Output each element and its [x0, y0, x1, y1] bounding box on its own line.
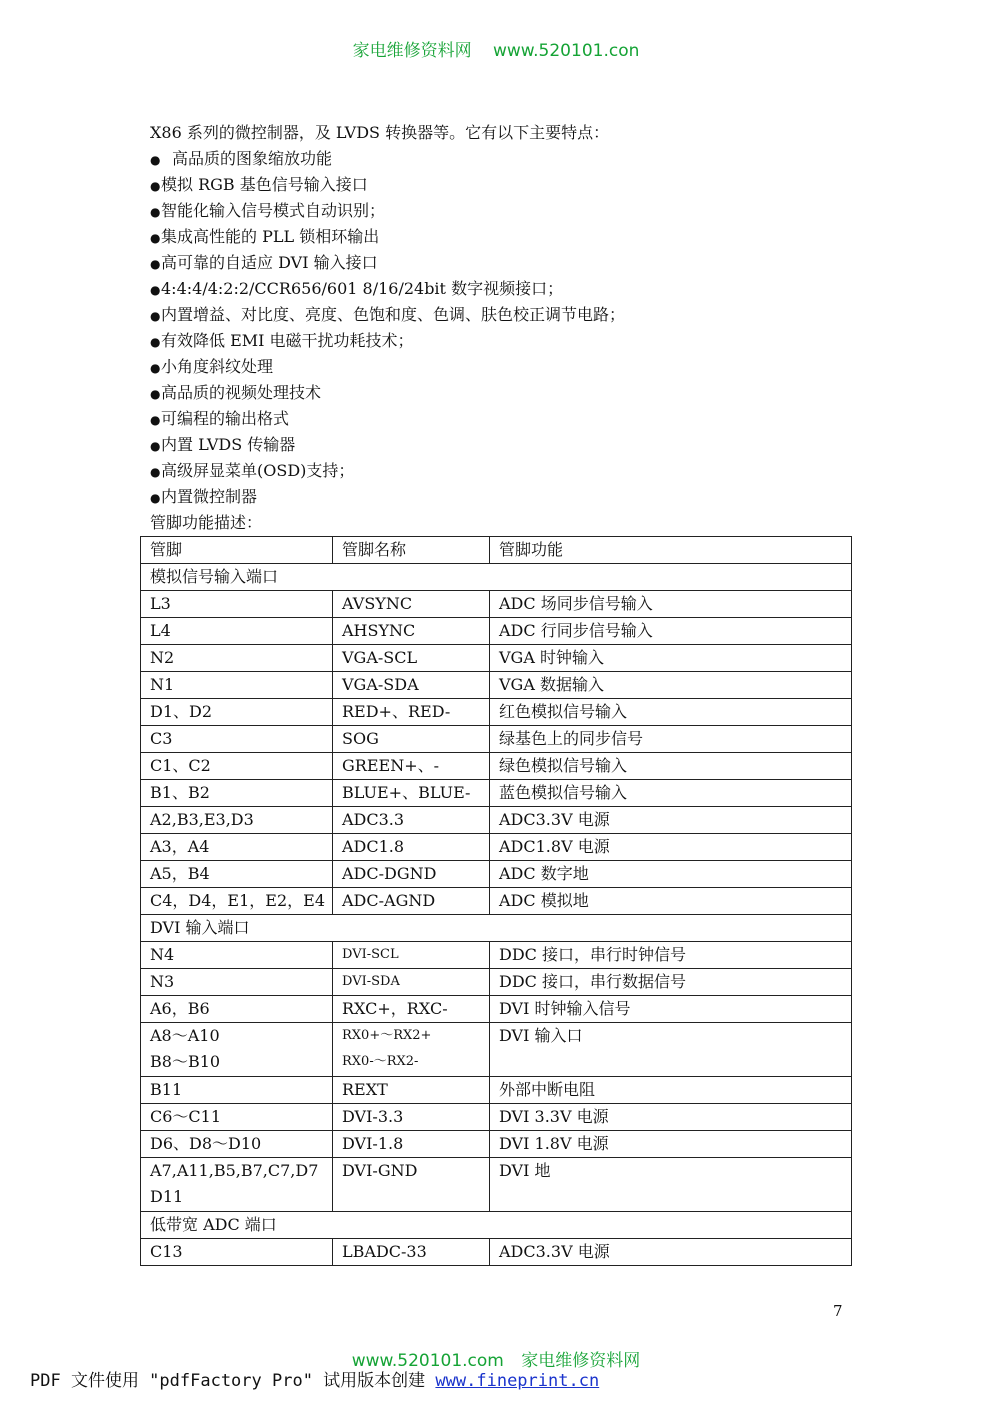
cell-line: ADC 模拟地	[499, 891, 589, 910]
feature-text: 高可靠的自适应 DVI 输入接口	[161, 253, 378, 272]
bullet-icon: ●	[150, 335, 161, 349]
cell-line: DVI 时钟输入信号	[499, 999, 631, 1018]
cell-line: DVI 1.8V 电源	[499, 1134, 609, 1153]
feature-text: 高级屏显菜单(OSD)支持；	[161, 461, 355, 480]
cell-line: 绿基色上的同步信号	[499, 729, 644, 748]
table-row	[141, 753, 852, 780]
cell-line: D11	[150, 1187, 184, 1206]
pin-cell	[141, 699, 333, 726]
cell-line: ADC-DGND	[342, 864, 437, 883]
table-section-row	[141, 1212, 852, 1239]
cell-line: REXT	[342, 1080, 388, 1099]
pin-function-cell	[490, 618, 852, 645]
feature-text: 内置 LVDS 传输器	[161, 435, 296, 454]
cell-line: ADC3.3V 电源	[499, 1242, 610, 1261]
section-title: 低带宽 ADC 端口	[141, 1212, 852, 1239]
bullet-icon: ●	[150, 413, 161, 427]
cell-line: DVI-3.3	[342, 1107, 404, 1126]
pin-function-cell	[490, 969, 852, 996]
bullet-icon: ●	[150, 257, 161, 271]
pin-function-cell	[490, 1104, 852, 1131]
table-row	[141, 942, 852, 969]
pin-name-cell	[333, 780, 490, 807]
cell-line: ADC 行同步信号输入	[499, 621, 653, 640]
pin-cell	[141, 1077, 333, 1104]
footer-site-url[interactable]: www.520101.com	[351, 1351, 504, 1371]
pin-function-cell	[490, 996, 852, 1023]
pin-cell	[141, 780, 333, 807]
pin-function-cell	[490, 591, 852, 618]
pin-name-cell	[333, 969, 490, 996]
table-row	[141, 834, 852, 861]
cell-line: DVI 输入口	[499, 1026, 583, 1045]
cell-line: DVI-SCL	[342, 947, 399, 962]
table-row	[141, 672, 852, 699]
table-row	[141, 591, 852, 618]
cell-line: 外部中断电阻	[499, 1080, 596, 1099]
pin-cell	[141, 942, 333, 969]
cell-line: DDC 接口，串行数据信号	[499, 972, 686, 991]
pin-name-cell	[333, 1158, 490, 1212]
cell-line: SOG	[342, 729, 379, 748]
table-row	[141, 807, 852, 834]
pin-function-cell	[490, 861, 852, 888]
site-header	[0, 36, 992, 61]
pdf-note-text: PDF 文件使用 "pdfFactory Pro" 试用版本创建	[30, 1371, 426, 1391]
cell-line: VGA-SCL	[342, 648, 418, 667]
cell-line: C6～C11	[150, 1107, 222, 1126]
section-title: 模拟信号输入端口	[141, 564, 852, 591]
bullet-icon: ●	[150, 231, 161, 245]
table-row	[141, 726, 852, 753]
feature-item	[150, 250, 850, 276]
column-header: 管脚	[141, 537, 333, 564]
cell-line: LBADC-33	[342, 1242, 427, 1261]
pin-name-cell	[333, 591, 490, 618]
pin-name-cell	[333, 1239, 490, 1266]
cell-line: N1	[150, 675, 175, 694]
feature-text: 模拟 RGB 基色信号输入接口	[161, 175, 368, 194]
cell-line: 红色模拟信号输入	[499, 702, 628, 721]
pin-name-cell	[333, 1131, 490, 1158]
feature-item	[150, 276, 850, 302]
feature-text: 集成高性能的 PLL 锁相环输出	[161, 227, 380, 246]
table-row	[141, 780, 852, 807]
feature-item	[150, 198, 850, 224]
cell-line: A5，B4	[150, 864, 210, 883]
pin-name-cell	[333, 996, 490, 1023]
bullet-icon: ●	[150, 309, 161, 323]
pin-function-cell	[490, 1023, 852, 1077]
pin-function-cell	[490, 1158, 852, 1212]
table-row	[141, 861, 852, 888]
cell-line: A8～A10	[150, 1026, 220, 1045]
pdf-factory-note	[30, 1366, 599, 1391]
cell-line: DVI-GND	[342, 1161, 418, 1180]
cell-line: DDC 接口，串行时钟信号	[499, 945, 686, 964]
header-site-url[interactable]: www.520101.con	[493, 41, 640, 61]
pin-name-cell	[333, 1023, 490, 1077]
table-row	[141, 1158, 852, 1212]
feature-item	[150, 458, 850, 484]
feature-text: 内置增益、对比度、亮度、色饱和度、色调、肤色校正调节电路；	[161, 305, 626, 324]
table-row	[141, 645, 852, 672]
pin-function-cell	[490, 672, 852, 699]
pin-function-cell	[490, 726, 852, 753]
cell-line: C3	[150, 729, 173, 748]
pin-cell	[141, 591, 333, 618]
feature-item	[150, 302, 850, 328]
cell-line: D1、D2	[150, 702, 213, 721]
cell-line: ADC 数字地	[499, 864, 589, 883]
pin-function-cell	[490, 1077, 852, 1104]
bullet-icon: ●	[150, 465, 161, 479]
feature-item	[150, 484, 850, 510]
pin-function-cell	[490, 888, 852, 915]
cell-line: A6，B6	[150, 999, 210, 1018]
cell-line: B11	[150, 1080, 183, 1099]
cell-line: C4，D4，E1，E2，E4	[150, 891, 326, 910]
column-header: 管脚名称	[333, 537, 490, 564]
page-number: 7	[833, 1302, 843, 1320]
cell-line: N4	[150, 945, 175, 964]
intro-section	[150, 120, 850, 536]
feature-list	[150, 146, 850, 510]
cell-line: L4	[150, 621, 171, 640]
cell-line: DVI-1.8	[342, 1134, 404, 1153]
pin-name-cell	[333, 888, 490, 915]
feature-item	[150, 432, 850, 458]
table-section-row	[141, 564, 852, 591]
pin-name-cell	[333, 942, 490, 969]
feature-item	[150, 172, 850, 198]
feature-text: 智能化输入信号模式自动识别；	[161, 201, 386, 220]
cell-line: AVSYNC	[342, 594, 413, 613]
pin-name-cell	[333, 699, 490, 726]
pin-cell	[141, 1131, 333, 1158]
cell-line: A7,A11,B5,B7,C7,D7	[150, 1161, 319, 1180]
pin-cell	[141, 753, 333, 780]
table-row	[141, 1077, 852, 1104]
table-header-row	[141, 537, 852, 564]
cell-line: ADC 场同步信号输入	[499, 594, 653, 613]
pin-cell	[141, 1158, 333, 1212]
section-title: DVI 输入端口	[141, 915, 852, 942]
cell-line: L3	[150, 594, 171, 613]
table-row	[141, 1131, 852, 1158]
cell-line: B1、B2	[150, 783, 210, 802]
table-row	[141, 699, 852, 726]
cell-line: 蓝色模拟信号输入	[499, 783, 628, 802]
cell-line: VGA-SDA	[342, 675, 419, 694]
feature-item	[150, 146, 850, 172]
pin-name-cell	[333, 618, 490, 645]
pin-function-cell	[490, 753, 852, 780]
cell-line: DVI-SDA	[342, 974, 400, 989]
table-row	[141, 996, 852, 1023]
pin-function-cell	[490, 807, 852, 834]
footer-site-name: 家电维修资料网	[521, 1351, 641, 1371]
cell-line: D6、D8～D10	[150, 1134, 262, 1153]
fineprint-link[interactable]: www.fineprint.cn	[435, 1371, 600, 1391]
pin-function-cell	[490, 645, 852, 672]
pin-cell	[141, 726, 333, 753]
table-row	[141, 1239, 852, 1266]
feature-text: 高品质的视频处理技术	[161, 383, 322, 402]
table-row	[141, 888, 852, 915]
table-row	[141, 1104, 852, 1131]
table-row	[141, 1023, 852, 1077]
bullet-icon: ●	[150, 179, 161, 193]
bullet-icon: ●	[150, 439, 161, 453]
cell-line: GREEN+、-	[342, 756, 440, 775]
pin-name-cell	[333, 807, 490, 834]
feature-item	[150, 328, 850, 354]
pin-cell	[141, 996, 333, 1023]
pin-name-cell	[333, 645, 490, 672]
cell-line: ADC3.3V 电源	[499, 810, 610, 829]
feature-text: 4:4:4/4:2:2/CCR656/601 8/16/24bit 数字视频接口；	[161, 279, 564, 298]
cell-line: C1、C2	[150, 756, 211, 775]
cell-line: A3，A4	[150, 837, 210, 856]
pin-cell	[141, 1239, 333, 1266]
pin-cell	[141, 672, 333, 699]
cell-line: N2	[150, 648, 175, 667]
pin-cell	[141, 1104, 333, 1131]
pin-name-cell	[333, 861, 490, 888]
cell-line: VGA 数据输入	[499, 675, 604, 694]
cell-line: DVI 3.3V 电源	[499, 1107, 609, 1126]
pin-function-cell	[490, 834, 852, 861]
cell-line: 绿色模拟信号输入	[499, 756, 628, 775]
cell-line: C13	[150, 1242, 183, 1261]
bullet-icon: ●	[150, 361, 161, 375]
pin-cell	[141, 834, 333, 861]
bullet-icon: ●	[150, 387, 161, 401]
cell-line: RX0+～RX2+	[342, 1028, 432, 1043]
pin-cell	[141, 1023, 333, 1077]
cell-line: B8～B10	[150, 1052, 221, 1071]
cell-line: AHSYNC	[342, 621, 416, 640]
cell-line: N3	[150, 972, 175, 991]
pin-name-cell	[333, 1104, 490, 1131]
pin-name-cell	[333, 726, 490, 753]
bullet-icon: ●	[150, 491, 161, 505]
bullet-icon: ●	[150, 283, 161, 297]
feature-text: 内置微控制器	[161, 487, 258, 506]
header-site-name: 家电维修资料网	[352, 41, 472, 61]
pin-function-table	[140, 536, 852, 1266]
pin-function-cell	[490, 1239, 852, 1266]
feature-text: 小角度斜纹处理	[161, 357, 274, 376]
pin-section-caption: 管脚功能描述：	[150, 513, 263, 532]
intro-line: X86 系列的微控制器，及 LVDS 转换器等。它有以下主要特点：	[150, 123, 610, 142]
bullet-icon: ●	[150, 205, 161, 219]
cell-line: ADC3.3	[342, 810, 405, 829]
pin-cell	[141, 807, 333, 834]
pin-name-cell	[333, 672, 490, 699]
cell-line: ADC-AGND	[342, 891, 436, 910]
cell-line: ADC1.8V 电源	[499, 837, 610, 856]
pin-name-cell	[333, 1077, 490, 1104]
feature-text: 高品质的图象缩放功能	[172, 149, 333, 168]
pin-cell	[141, 888, 333, 915]
table-row	[141, 969, 852, 996]
cell-line: RXC+，RXC-	[342, 999, 448, 1018]
pin-name-cell	[333, 753, 490, 780]
feature-item	[150, 354, 850, 380]
table-section-row	[141, 915, 852, 942]
table-row	[141, 618, 852, 645]
feature-text: 可编程的输出格式	[161, 409, 290, 428]
pin-function-cell	[490, 780, 852, 807]
cell-line: RED+、RED-	[342, 702, 451, 721]
column-header: 管脚功能	[490, 537, 852, 564]
pin-cell	[141, 618, 333, 645]
cell-line: ADC1.8	[342, 837, 405, 856]
cell-line: BLUE+、BLUE-	[342, 783, 471, 802]
cell-line: A2,B3,E3,D3	[150, 810, 254, 829]
feature-item	[150, 406, 850, 432]
pin-function-cell	[490, 699, 852, 726]
pin-cell	[141, 969, 333, 996]
feature-item	[150, 380, 850, 406]
cell-line: RX0-～RX2-	[342, 1054, 419, 1069]
pin-name-cell	[333, 834, 490, 861]
pin-function-cell	[490, 1131, 852, 1158]
bullet-icon: ●	[150, 153, 161, 167]
pin-cell	[141, 861, 333, 888]
feature-text: 有效降低 EMI 电磁干扰功耗技术；	[161, 331, 414, 350]
cell-line: DVI 地	[499, 1161, 551, 1180]
cell-line: VGA 时钟输入	[499, 648, 604, 667]
pin-cell	[141, 645, 333, 672]
pin-function-cell	[490, 942, 852, 969]
feature-item	[150, 224, 850, 250]
